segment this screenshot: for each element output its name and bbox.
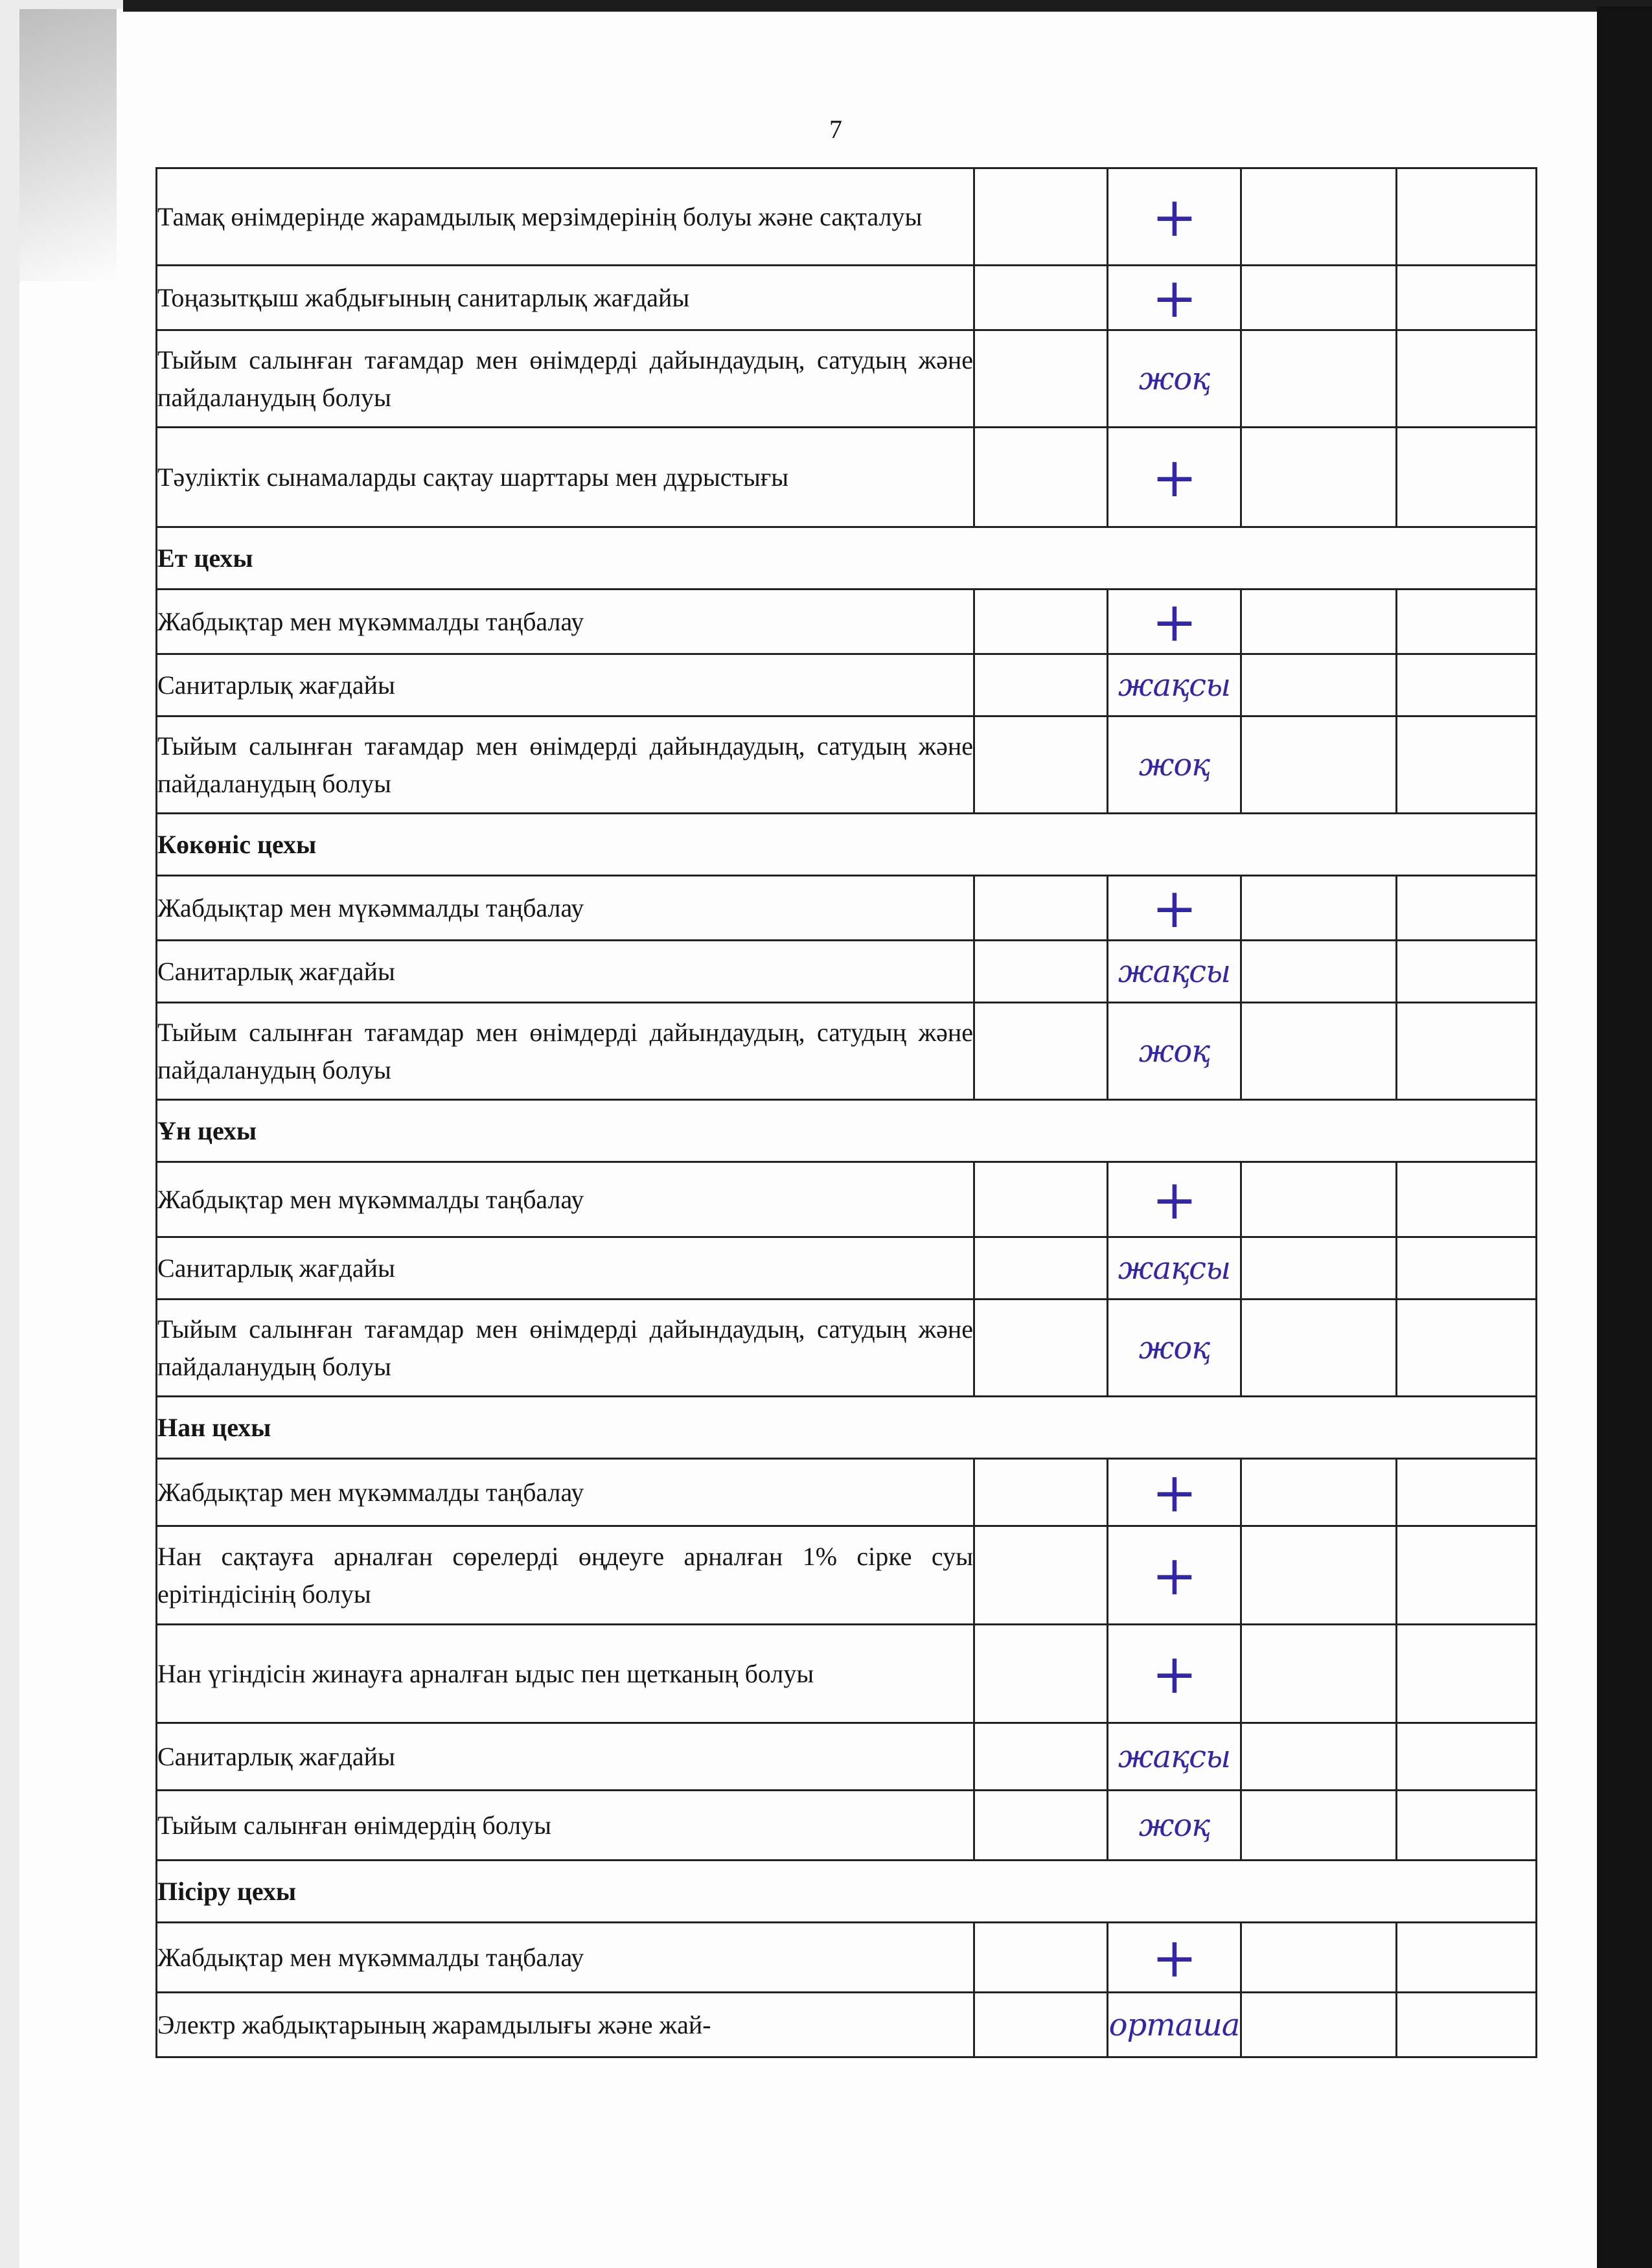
empty-cell <box>974 1162 1108 1237</box>
handwritten-mark: жақсы <box>1108 1723 1241 1791</box>
handwritten-mark: + <box>1108 1526 1241 1625</box>
empty-cell <box>974 654 1108 716</box>
empty-cell <box>1241 266 1397 330</box>
criterion-text: Жабдықтар мен мүкәммалды таңбалау <box>157 1162 974 1237</box>
table-row <box>157 1526 1537 1625</box>
empty-cell <box>1397 1300 1537 1397</box>
table-row <box>157 1723 1537 1791</box>
empty-cell <box>974 1723 1108 1791</box>
empty-cell <box>1241 941 1397 1003</box>
table-row <box>157 941 1537 1003</box>
empty-cell <box>1397 1003 1537 1100</box>
table-row <box>157 590 1537 654</box>
table-row <box>157 654 1537 716</box>
empty-cell <box>1241 1237 1397 1300</box>
criterion-text: Нан үгіндісін жинауға арналған ыдыс пен щетканың болуы <box>157 1625 974 1723</box>
empty-cell <box>1241 330 1397 428</box>
criterion-text: Жабдықтар мен мүкәммалды таңбалау <box>157 1923 974 1993</box>
handwritten-mark: жоқ <box>1108 1300 1241 1397</box>
section-row <box>157 527 1537 590</box>
table-row <box>157 1625 1537 1723</box>
empty-cell <box>1241 428 1397 527</box>
empty-cell <box>974 941 1108 1003</box>
empty-cell <box>974 590 1108 654</box>
empty-cell <box>974 1003 1108 1100</box>
empty-cell <box>1241 654 1397 716</box>
handwritten-mark: + <box>1108 876 1241 941</box>
empty-cell <box>974 1300 1108 1397</box>
criterion-text: Тыйым салынған өнімдердің болуы <box>157 1791 974 1861</box>
table-row <box>157 266 1537 330</box>
criterion-text: Тамақ өнімдерінде жарамдылық мерзімдерінің болуы және сақталуы <box>157 168 974 266</box>
handwritten-mark: жоқ <box>1108 1003 1241 1100</box>
empty-cell <box>1241 1993 1397 2057</box>
criterion-text: Санитарлық жағдайы <box>157 941 974 1003</box>
empty-cell <box>1397 654 1537 716</box>
criterion-text: Тоңазытқыш жабдығының санитарлық жағдайы <box>157 266 974 330</box>
empty-cell <box>974 330 1108 428</box>
handwritten-mark: + <box>1108 590 1241 654</box>
criterion-text: Тәуліктік сынамаларды сақтау шарттары мен дұрыстығы <box>157 428 974 527</box>
empty-cell <box>1397 1162 1537 1237</box>
handwritten-mark: + <box>1108 266 1241 330</box>
empty-cell <box>1397 1237 1537 1300</box>
empty-cell <box>1241 1162 1397 1237</box>
empty-cell <box>1397 1625 1537 1723</box>
handwritten-mark: жоқ <box>1108 330 1241 428</box>
empty-cell <box>974 716 1108 814</box>
table-row <box>157 1459 1537 1526</box>
table-row <box>157 428 1537 527</box>
page-fold-shadow <box>19 9 117 281</box>
criterion-text: Жабдықтар мен мүкәммалды таңбалау <box>157 590 974 654</box>
page-number: 7 <box>829 115 842 144</box>
empty-cell <box>974 1237 1108 1300</box>
empty-cell <box>974 1791 1108 1861</box>
table-row <box>157 1162 1537 1237</box>
empty-cell <box>1241 168 1397 266</box>
table-row <box>157 1237 1537 1300</box>
table-row <box>157 1993 1537 2057</box>
criterion-text: Тыйым салынған тағамдар мен өнімдерді дайындаудың, сатудың және пайдаланудың болуы <box>157 716 974 814</box>
empty-cell <box>1241 1526 1397 1625</box>
criterion-text: Жабдықтар мен мүкәммалды таңбалау <box>157 1459 974 1526</box>
empty-cell <box>1397 266 1537 330</box>
empty-cell <box>1397 876 1537 941</box>
empty-cell <box>1241 1459 1397 1526</box>
handwritten-mark: жақсы <box>1108 941 1241 1003</box>
handwritten-mark: жақсы <box>1108 654 1241 716</box>
empty-cell <box>1397 716 1537 814</box>
criterion-text: Электр жабдықтарының жарамдылығы және жай- <box>157 1993 974 2057</box>
empty-cell <box>1397 1791 1537 1861</box>
criterion-text: Санитарлық жағдайы <box>157 1237 974 1300</box>
scan-edge-right <box>1597 6 1652 2268</box>
criterion-text: Тыйым салынған тағамдар мен өнімдерді дайындаудың, сатудың және пайдаланудың болуы <box>157 1003 974 1100</box>
criterion-text: Жабдықтар мен мүкәммалды таңбалау <box>157 876 974 941</box>
empty-cell <box>1241 716 1397 814</box>
empty-cell <box>974 428 1108 527</box>
table-row <box>157 168 1537 266</box>
empty-cell <box>1241 1625 1397 1723</box>
criterion-text: Санитарлық жағдайы <box>157 1723 974 1791</box>
inspection-table <box>155 167 1537 2058</box>
criterion-text: Тыйым салынған тағамдар мен өнімдерді дайындаудың, сатудың және пайдаланудың болуы <box>157 1300 974 1397</box>
handwritten-mark: + <box>1108 1625 1241 1723</box>
table-row <box>157 876 1537 941</box>
empty-cell <box>1241 1923 1397 1993</box>
empty-cell <box>1241 876 1397 941</box>
empty-cell <box>974 1923 1108 1993</box>
criterion-text: Санитарлық жағдайы <box>157 654 974 716</box>
empty-cell <box>1397 428 1537 527</box>
table-row <box>157 1791 1537 1861</box>
table-row <box>157 330 1537 428</box>
handwritten-mark: + <box>1108 168 1241 266</box>
empty-cell <box>1241 590 1397 654</box>
section-row <box>157 1100 1537 1162</box>
empty-cell <box>974 168 1108 266</box>
handwritten-mark: жоқ <box>1108 1791 1241 1861</box>
empty-cell <box>1241 1300 1397 1397</box>
empty-cell <box>1397 1723 1537 1791</box>
empty-cell <box>974 1459 1108 1526</box>
empty-cell <box>1241 1003 1397 1100</box>
empty-cell <box>974 1993 1108 2057</box>
scan-edge-top <box>123 0 1652 12</box>
section-title: Нан цехы <box>157 1397 1537 1459</box>
empty-cell <box>974 1625 1108 1723</box>
table-row <box>157 1300 1537 1397</box>
section-title: Ет цехы <box>157 527 1537 590</box>
criterion-text: Тыйым салынған тағамдар мен өнімдерді дайындаудың, сатудың және пайдаланудың болуы <box>157 330 974 428</box>
section-row <box>157 1397 1537 1459</box>
handwritten-mark: + <box>1108 1162 1241 1237</box>
empty-cell <box>1397 1923 1537 1993</box>
empty-cell <box>1397 590 1537 654</box>
section-row <box>157 814 1537 876</box>
section-title: Көкөніс цехы <box>157 814 1537 876</box>
handwritten-mark: + <box>1108 1923 1241 1993</box>
empty-cell <box>1397 1459 1537 1526</box>
empty-cell <box>974 876 1108 941</box>
empty-cell <box>1397 168 1537 266</box>
empty-cell <box>1397 1526 1537 1625</box>
handwritten-mark: жоқ <box>1108 716 1241 814</box>
handwritten-mark: орташа <box>1108 1993 1241 2057</box>
section-title: Ұн цехы <box>157 1100 1537 1162</box>
empty-cell <box>1241 1723 1397 1791</box>
empty-cell <box>1397 330 1537 428</box>
section-title: Пісіру цехы <box>157 1861 1537 1923</box>
empty-cell <box>974 266 1108 330</box>
empty-cell <box>1397 1993 1537 2057</box>
empty-cell <box>1241 1791 1397 1861</box>
handwritten-mark: + <box>1108 1459 1241 1526</box>
handwritten-mark: жақсы <box>1108 1237 1241 1300</box>
criterion-text: Нан сақтауға арналған сөрелерді өңдеуге арналған 1% сірке суы ерітіндісінің болуы <box>157 1526 974 1625</box>
section-row <box>157 1861 1537 1923</box>
empty-cell <box>1397 941 1537 1003</box>
table-row <box>157 1923 1537 1993</box>
table-row <box>157 1003 1537 1100</box>
handwritten-mark: + <box>1108 428 1241 527</box>
empty-cell <box>974 1526 1108 1625</box>
table-row <box>157 716 1537 814</box>
